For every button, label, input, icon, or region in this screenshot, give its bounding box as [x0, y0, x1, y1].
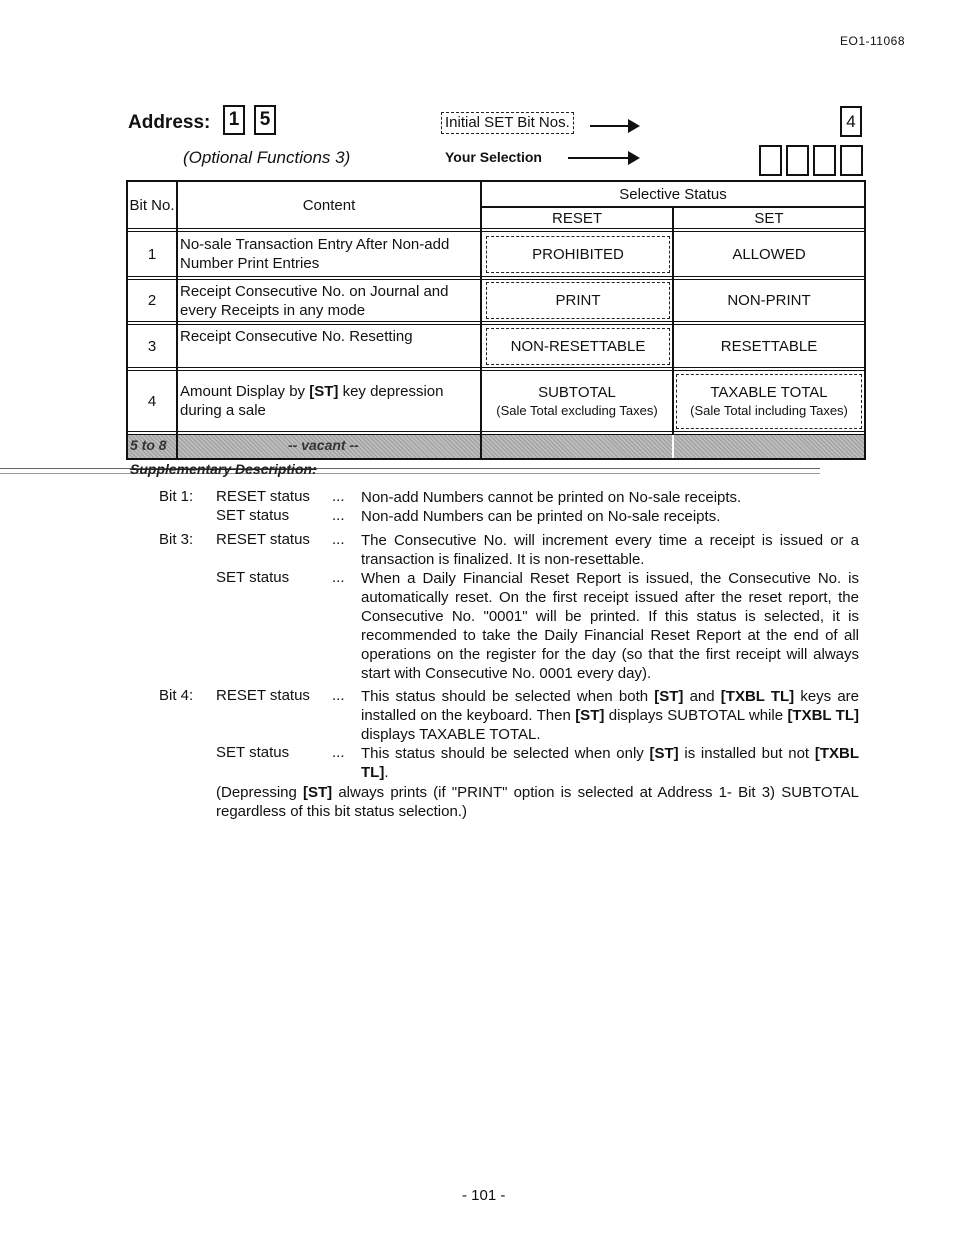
row-3-reset-option[interactable]: NON-RESETTABLE: [486, 328, 670, 365]
row-4-set-option[interactable]: [676, 374, 862, 429]
page-number: - 101 -: [462, 1187, 506, 1204]
row-1-content: No-sale Transaction Entry After Non-add Number Print Entries: [180, 236, 450, 272]
bit-3-reset-label: RESET status: [216, 531, 310, 548]
row-4-reset-option[interactable]: [482, 371, 672, 431]
st-key-label: [ST]: [654, 688, 684, 705]
supplementary-title: Supplementary Description:: [130, 461, 317, 477]
text-fragment: displays SUBTOTAL while: [604, 707, 788, 724]
address-digit-2: 5: [254, 105, 276, 135]
initial-set-label: Initial SET Bit Nos.: [441, 112, 574, 134]
vacant-label: -- vacant --: [288, 437, 359, 453]
header-set: SET: [754, 209, 784, 227]
row-4-content-text: key depression during a sale: [180, 383, 444, 419]
bit-settings-table: [126, 180, 866, 460]
row-4-content: [178, 371, 480, 431]
st-key-label: [ST]: [575, 707, 605, 724]
text-fragment: This status should be selected when only: [361, 745, 650, 762]
row-4-reset-sub: (Sale Total excluding Taxes): [496, 402, 658, 418]
selection-box-digit-3[interactable]: [813, 145, 836, 176]
ellipsis: ...: [332, 507, 345, 524]
bit-4-set-text: [361, 744, 859, 782]
text-fragment: is installed but not: [678, 745, 815, 762]
ellipsis: ...: [332, 531, 345, 548]
row-4-set-label: TAXABLE TOTAL: [710, 384, 828, 401]
text-fragment: and: [683, 688, 721, 705]
your-selection-label: Your Selection: [445, 149, 542, 165]
row-4-bit: 4: [147, 392, 157, 410]
row-1-bit: 1: [147, 245, 157, 263]
bit-3-set-text: When a Daily Financial Reset Report is issued, the Consecutive No. is automatically reset. On the first receipt issued after the reset report, the Consecutive No. "0001" will be printed. If this status is selected, it is recommended to take the Daily Financial Reset Report at the end of all operations on the register for the day (so that the first receipt will always start with Consecutive No. 0001 every day).: [361, 570, 859, 682]
bit-1-label: Bit 1:: [159, 488, 194, 505]
txbl-tl-key-label: [TXBL TL]: [787, 707, 860, 724]
text-fragment: displays TAXABLE TOTAL.: [361, 726, 541, 743]
text-fragment: always prints (if "PRINT" option is selected at Address 1- Bit 3) SUBTOTAL regardless of this bit status selection.): [216, 784, 859, 820]
text-fragment: keys are installed on the keyboard. Then: [361, 688, 859, 724]
header-reset: RESET: [551, 209, 602, 227]
address-digit-1: 1: [223, 105, 245, 135]
text-fragment: This status should be selected when both: [361, 688, 655, 705]
txbl-tl-key-label: [TXBL TL]: [361, 745, 859, 781]
row-4-reset-label: SUBTOTAL: [538, 383, 616, 401]
row-1-reset-option[interactable]: PROHIBITED: [486, 236, 670, 273]
vacant-row-shading: [482, 435, 672, 458]
bit-3-label: Bit 3:: [159, 531, 194, 548]
bit-1-reset-label: RESET status: [216, 488, 310, 505]
header-bit-no: Bit No.: [129, 196, 175, 214]
bit-3-set-label: SET status: [216, 569, 290, 586]
address-label: Address:: [128, 112, 211, 133]
row-1-set-option[interactable]: ALLOWED: [732, 245, 806, 263]
row-3-set-option[interactable]: RESETTABLE: [720, 337, 818, 355]
row-2-reset-option[interactable]: PRINT: [486, 282, 670, 319]
ellipsis: ...: [332, 488, 345, 505]
bit-1-set-label: SET status: [216, 507, 290, 524]
row-3-bit: 3: [147, 337, 157, 355]
document-id: EO1-11068: [840, 34, 905, 48]
ellipsis: ...: [332, 569, 345, 586]
text-fragment: (Depressing: [216, 784, 304, 801]
arrow-right-icon: [590, 125, 638, 127]
vacant-row-shading: [674, 435, 864, 458]
selection-box-digit-2[interactable]: [786, 145, 809, 176]
st-key-label: [ST]: [649, 745, 679, 762]
row-3-content: Receipt Consecutive No. Resetting: [180, 328, 413, 345]
ellipsis: ...: [332, 744, 345, 761]
arrow-right-icon: [568, 157, 638, 159]
bit-1-set-text: Non-add Numbers can be printed on No-sale receipts.: [361, 508, 721, 525]
bit-3-reset-text: The Consecutive No. will increment every time a receipt is issued or a transaction is finalized. It is non-resettable.: [361, 532, 859, 568]
section-divider: [0, 468, 820, 474]
bit-4-note: [216, 783, 859, 821]
text-fragment: .: [384, 764, 389, 781]
row-4-content-text: Amount Display by: [180, 383, 310, 400]
row-2-content: Receipt Consecutive No. on Journal and every Receipts in any mode: [180, 282, 449, 319]
row-2-bit: 2: [147, 292, 157, 309]
selection-box-digit-1[interactable]: [759, 145, 782, 176]
page-subtitle: (Optional Functions 3): [183, 148, 351, 167]
txbl-tl-key-label: [TXBL TL]: [720, 688, 795, 705]
ellipsis: ...: [332, 687, 345, 704]
bit-1-reset-text: Non-add Numbers cannot be printed on No-sale receipts.: [361, 489, 742, 506]
selection-box-digit-4[interactable]: [840, 145, 863, 176]
st-key-label: [ST]: [303, 784, 333, 801]
vacant-bits-label: 5 to 8: [130, 437, 167, 453]
bit-4-set-label: SET status: [216, 744, 290, 761]
bit-4-reset-label: RESET status: [216, 687, 310, 704]
initial-set-value: 4: [840, 106, 862, 137]
row-2-set-option[interactable]: NON-PRINT: [727, 292, 811, 309]
header-content: Content: [302, 196, 356, 214]
bit-4-label: Bit 4:: [159, 687, 194, 704]
header-selective-status: Selective Status: [619, 185, 727, 203]
row-4-set-sub: (Sale Total including Taxes): [690, 403, 848, 418]
st-key-label: [ST]: [309, 383, 339, 400]
bit-4-reset-text: [361, 687, 859, 744]
